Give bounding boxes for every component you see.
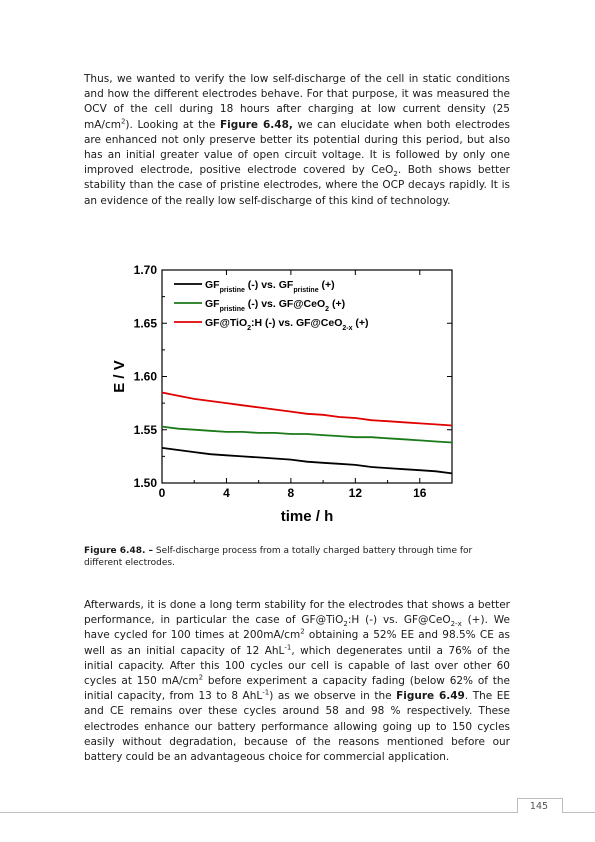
x-tick-label: 4 [223, 486, 230, 500]
y-tick-label: 1.60 [133, 369, 157, 384]
legend-entry-2: $GF_{pristine}$ (-) vs. GF@CeO$_2$ (+) [205, 298, 346, 313]
y-axis-label: E / V [111, 360, 128, 393]
y-tick-label: 1.65 [133, 316, 157, 331]
x-axis-label: time / h [280, 508, 334, 525]
x-tick-label: 0 [158, 486, 166, 500]
x-tick-label: 12 [348, 486, 363, 500]
y-tick-label: 1.55 [133, 422, 157, 437]
caption-label: Figure 6.48. – [84, 546, 154, 556]
chart-series [162, 393, 452, 474]
series-line-1 [162, 448, 452, 474]
y-tick-label: 1.50 [133, 476, 157, 490]
figure-ref: Figure 6.48, [219, 118, 293, 131]
figure-ref: Figure 6.49 [396, 690, 465, 703]
x-tick-label: 8 [287, 486, 295, 500]
chart-legend [174, 279, 369, 332]
x-tick-label: 16 [413, 486, 427, 500]
footer-divider [0, 812, 595, 813]
y-tick-label: 1.70 [133, 263, 157, 277]
series-line-3 [162, 393, 452, 426]
paragraph-self-discharge: Thus, we wanted to verify the low self-discharge of the cell in static conditions and how the different electrodes behave. For that purpose, it was measured the OCV of the cell during 18 hours after charging at low current density (25 $mA/cm^2$). Looking at the Figure 6.48, we can elucidate when both electrodes are enhanced not only preserve better its potential during this period, but also has an initial greater value of open circuit voltage. It is followed by only one improved electrode, positive electrode covered by CeO$_2$. Both shows better stability than the case of pristine electrodes, where the OCP decays rapidly. It is an evidence of the really low self-discharge of this kind of technology. [84, 73, 510, 207]
paragraph-long-term-stability: Afterwards, it is done a long term stability for the electrodes that shows a better performance, in particular the case of GF@TiO$_2$:H (-) vs. GF@CeO$_{2-x}$ (+). We have cycled for 100 times at $200mA/cm^2$ obtaining a 52% EE and 98.5% CE as well as an initial capacity of 12 AhL$^{-1}$, which degenerates until a 76% of the initial capacity. After this 100 cycles our cell is capable of last over other 60 cycles at 150 $mA/cm^2$ before experiment a capacity fading (below 62% of the initial capacity, from 13 to 8 AhL$^{-1}$) as we observe in the Figure 6.49. The EE and CE remains over these cycles around 58 and 98 % respectively. These electrodes enhance our battery performance allowing going up to 150 cycles easily without degradation, because of the reasons mentioned before our battery could be an advantageous choice for commercial application. [84, 599, 511, 764]
figure-caption [84, 545, 512, 569]
series-line-2 [162, 427, 452, 443]
caption-text: Self-discharge process from a totally charged battery through time for different electrodes. [84, 546, 473, 568]
legend-entry-3: GF@TiO$_2$:H (-) vs. GF@CeO$_{2-x}$ (+) [205, 317, 369, 332]
legend-entry-1: $GF_{pristine}$ (-) vs. $GF_{pristine}$ (+) [205, 279, 335, 294]
page-number: 145 [529, 801, 549, 812]
self-discharge-chart [100, 260, 470, 535]
